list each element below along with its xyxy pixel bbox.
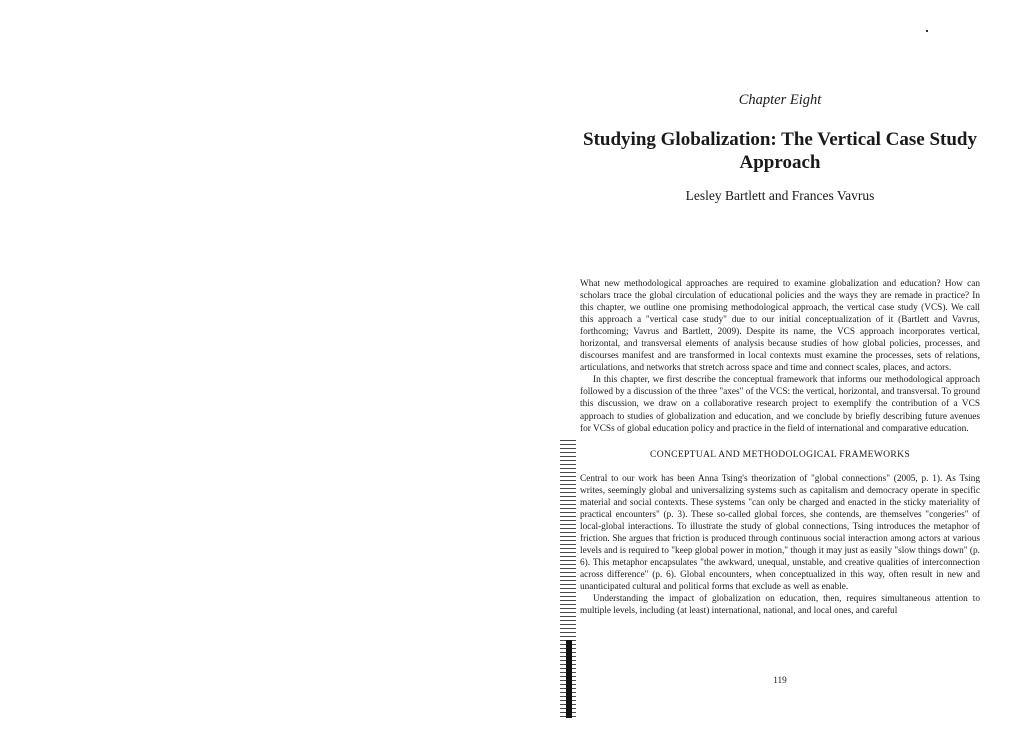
chapter-body [580, 278, 980, 617]
section-paragraph-2: Understanding the impact of globalization on education, then, requires simultaneous attention to multiple levels, including (at least) international, national, and local ones, and careful [580, 594, 980, 617]
section-paragraph-1: Central to our work has been Anna Tsing's theorization of "global connections" (2005, p. 1). As Tsing writes, seemingly global and universalizing systems such as capitalism and democracy operate in specific material and social contexts. These systems "can only be charged and enacted in the sticky materiality of practical encounters" (p. 3). These so-called global forces, she contends, are themselves "congeries" of local-global interactions. To illustrate the study of global connections, Tsing introduces the metaphor of friction. She argues that friction is produced through continuous social interaction among actors at various levels and is required to "keep global power in motion," though it may just as easily "slow things down" (p. 6). This metaphor encapsulates "the awkward, unequal, unstable, and creative qualities of interconnection across difference" (p. 6). Global encounters, when conceptualized in this way, often result in new and unanticipated cultural and political forms that exclude as well as enable. [580, 473, 980, 593]
page-number: 119 [773, 676, 787, 686]
body-paragraph-2: In this chapter, we first describe the conceptual framework that informs our methodological approach followed by a discussion of the three "axes" of the VCS: the vertical, horizontal, and transversal. To ground this discussion, we draw on a collaborative research project to exemplify the contribution of a VCS approach to studies of globalization and education, and we conclude by briefly describing future avenues for VCSs of global education policy and practice in the field of international and comparative education. [580, 375, 980, 434]
body-paragraph-1: What new methodological approaches are required to examine globalization and education? How can scholars trace the global circulation of educational policies and the ways they are remade in practice? In this chapter, we outline one promising methodological approach, the vertical case study (VCS). We call this approach a "vertical case study" due to our initial conceptualization of it (Bartlett and Vavrus, forthcoming; Vavrus and Bartlett, 2009). Despite its name, the VCS approach incorporates vertical, horizontal, and transversal elements of analysis because studies of how global policies, processes, and discourses manifest and are transformed in local contexts must examine the processes, sets of relations, articulations, and networks that stretch across space and time and connect scales, places, and actors. [580, 279, 980, 374]
chapter-authors: Lesley Bartlett and Frances Vavrus [685, 188, 875, 203]
scan-speck [926, 30, 928, 32]
chapter-label: Chapter Eight [738, 92, 822, 108]
binding-gutter-edge [566, 640, 572, 718]
section-heading: CONCEPTUAL AND METHODOLOGICAL FRAMEWORKS [650, 448, 910, 460]
chapter-title: Studying Globalization: The Vertical Case Study Approach [583, 129, 977, 173]
